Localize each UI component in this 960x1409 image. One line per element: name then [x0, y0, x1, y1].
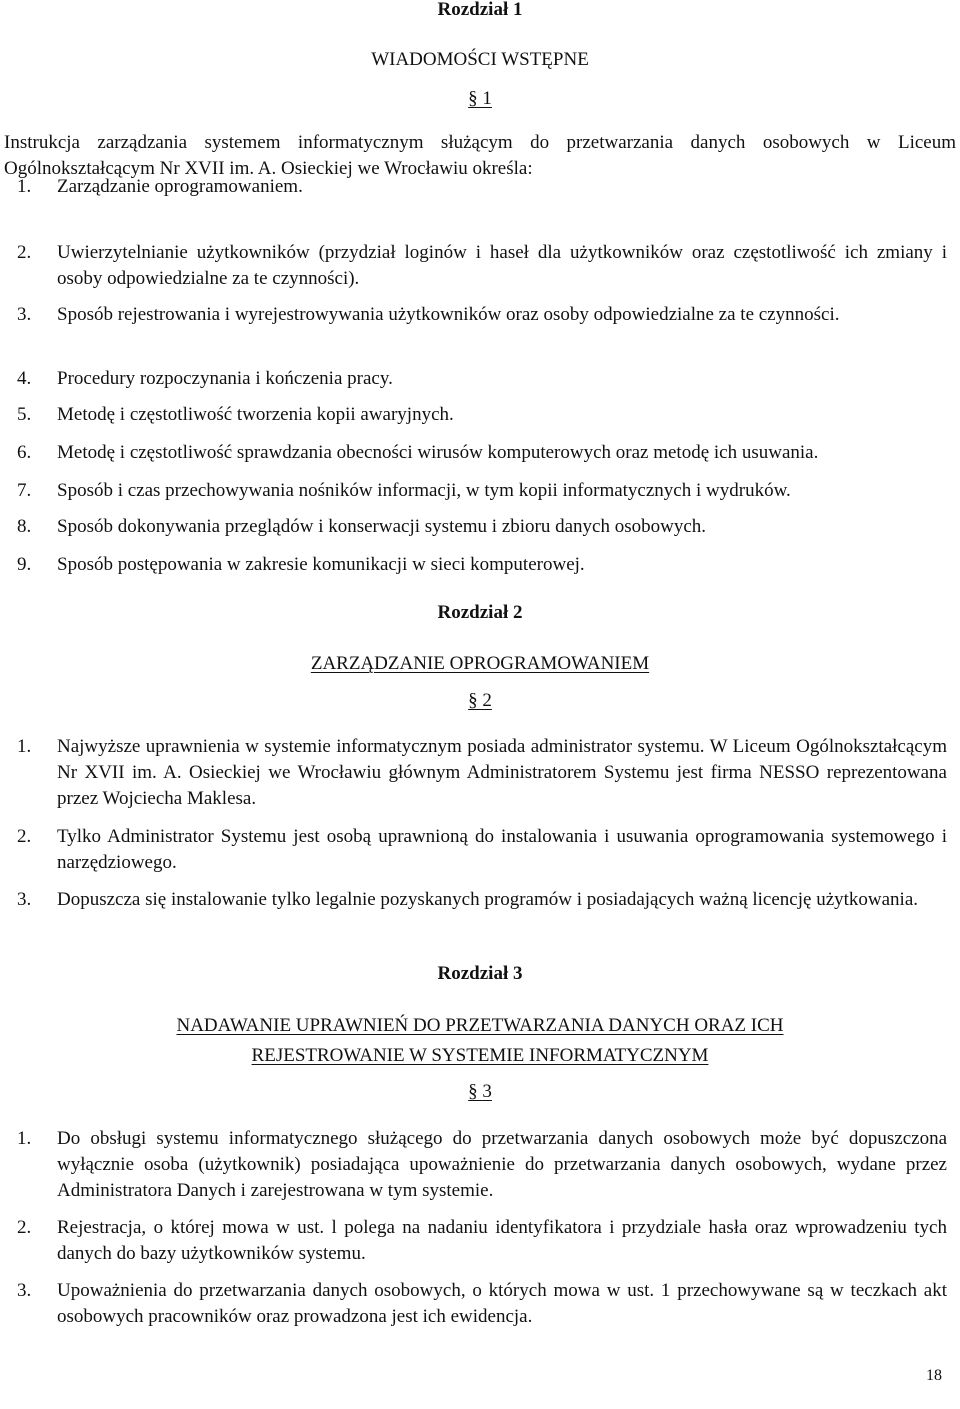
list-item-number: 3.: [17, 304, 32, 325]
list-item: Do obsługi systemu informatycznego służącego do przetwarzania danych osobowych może być dopuszczona wyłącznie osoba (użytkownik) posiadająca upoważnienie do przetwarzania danych osobowych, wydane przez Administratora Danych i zarejestrowana w tym systemie.: [57, 1128, 947, 1201]
list-item-number: 5.: [17, 404, 32, 425]
paragraph-1-marker: § 1: [468, 88, 492, 109]
list-item-number: 2.: [17, 1217, 32, 1238]
list-item: Tylko Administrator Systemu jest osobą uprawnioną do instalowania i usuwania oprogramowania systemowego i narzędziowego.: [57, 826, 947, 873]
list-item-number: 6.: [17, 442, 32, 463]
list-item: Najwyższe uprawnienia w systemie informatycznym posiada administrator systemu. W Liceum Ogólnokształcącym Nr XVII im. A. Osieckiej we Wrocławiu głównym Administratorem Systemu jest firma NESSO reprezentowana przez Wojciecha Maklesa.: [57, 736, 947, 809]
chapter-1-title: Rozdział 1: [437, 0, 523, 20]
list-item: Procedury rozpoczynania i kończenia pracy.: [57, 368, 393, 389]
list-item-number: 2.: [17, 242, 32, 263]
list-item-number: 2.: [17, 826, 32, 847]
list-item-number: 3.: [17, 889, 32, 910]
list-item-number: 9.: [17, 554, 32, 575]
list-item: Sposób i czas przechowywania nośników informacji, w tym kopii informatycznych i wydruków.: [57, 480, 791, 501]
chapter-2-heading: ZARZĄDZANIE OPROGRAMOWANIEM: [310, 653, 650, 674]
list-item-number: 4.: [17, 368, 32, 389]
list-item-number: 8.: [17, 516, 32, 537]
chapter-3-heading-line-1: NADAWANIE UPRAWNIEŃ DO PRZETWARZANIA DANYCH ORAZ ICH: [176, 1015, 784, 1036]
list-item: Rejestracja, o której mowa w ust. l polega na nadaniu identyfikatora i przydziale hasła oraz wprowadzeniu tych danych do bazy użytkowników systemu.: [57, 1217, 947, 1264]
list-item: Zarządzanie oprogramowaniem.: [57, 176, 303, 197]
list-item-number: 1.: [17, 736, 32, 757]
list-item-number: 7.: [17, 480, 32, 501]
page-number: 18: [926, 1367, 942, 1384]
paragraph-2-marker: § 2: [468, 690, 492, 711]
list-item-number: 1.: [17, 176, 32, 197]
list-item: Metodę i częstotliwość tworzenia kopii awaryjnych.: [57, 404, 454, 425]
list-item: Sposób dokonywania przeglądów i konserwacji systemu i zbioru danych osobowych.: [57, 516, 707, 537]
paragraph-3-marker: § 3: [468, 1081, 492, 1102]
chapter-2-title: Rozdział 2: [437, 602, 523, 623]
list-item: Uwierzytelnianie użytkowników (przydział loginów i haseł dla użytkowników oraz częstotliwość ich zmiany i osoby odpowiedzialne za te czynności).: [57, 242, 947, 289]
list-item: Sposób rejestrowania i wyrejestrowywania użytkowników oraz osoby odpowiedzialne za te czynności.: [57, 304, 840, 325]
chapter-1-heading: WIADOMOŚCI WSTĘPNE: [371, 49, 589, 70]
chapter-3-heading-line-2: REJESTROWANIE W SYSTEMIE INFORMATYCZNYM: [251, 1045, 709, 1066]
list-item: Upoważnienia do przetwarzania danych osobowych, o których mowa w ust. 1 przechowywane są w teczkach akt osobowych pracowników oraz prowadzona jest ich ewidencja.: [57, 1280, 947, 1327]
list-item-number: 3.: [17, 1280, 32, 1301]
list-item: Sposób postępowania w zakresie komunikacji w sieci komputerowej.: [57, 554, 585, 575]
chapter-3-title: Rozdział 3: [437, 963, 523, 984]
list-item: Metodę i częstotliwość sprawdzania obecności wirusów komputerowych oraz metodę ich usuwania.: [57, 442, 819, 463]
list-item-number: 1.: [17, 1128, 32, 1149]
list-item: Dopuszcza się instalowanie tylko legalnie pozyskanych programów i posiadających ważną licencję użytkowania.: [57, 889, 919, 910]
intro-paragraph: Instrukcja zarządzania systemem informatycznym służącym do przetwarzania danych osobowych w Liceum Ogólnokształcącym Nr XVII im. A. Osieckiej we Wrocławiu określa:: [4, 132, 956, 179]
